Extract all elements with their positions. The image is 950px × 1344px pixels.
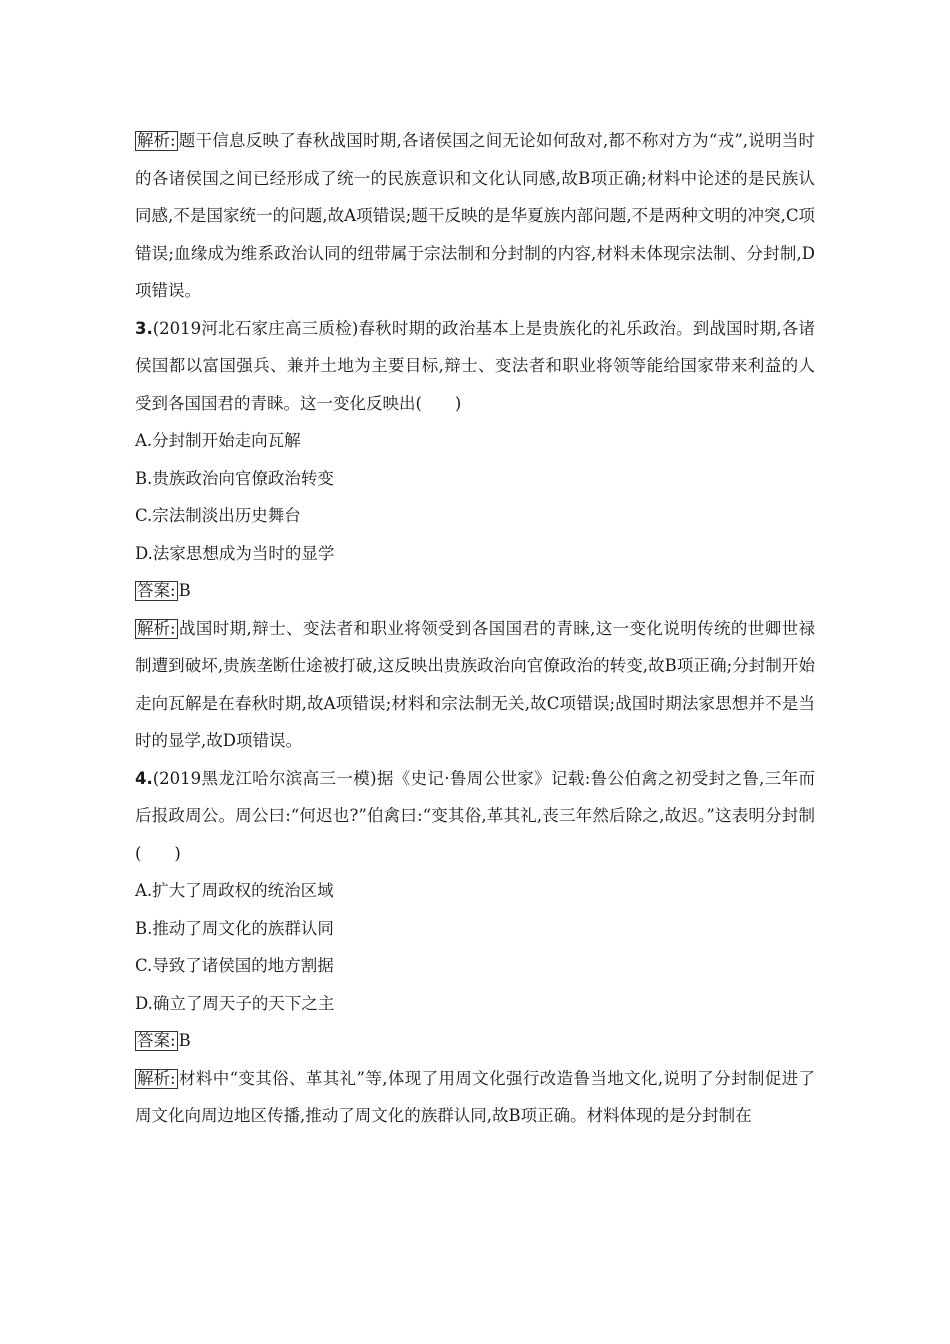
q4-option-a: A.扩大了周政权的统治区域 xyxy=(135,881,334,900)
analysis-label: 解析: xyxy=(137,618,176,638)
q4-analysis-text: 材料中“变其俗、革其礼”等,体现了用周文化强行改造鲁当地文化,说明了分封制促进了周文化向周边地区传播,推动了周文化的族群认同,故B项正确。材料体现的是分封制在 xyxy=(135,1068,815,1125)
q3-analysis-text: 战国时期,辩士、变法者和职业将领受到各国国君的青睐,这一变化说明传统的世卿世禄制遭到破坏,贵族垄断仕途被打破,这反映出贵族政治向官僚政治的转变,故B项正确;分封制开始走向瓦解是在春秋时期,故A项错误;材料和宗法制无关,故C项错误;战国时期法家思想并不是当时的显学,故D项错误。 xyxy=(135,618,815,750)
q2-analysis xyxy=(135,122,815,310)
q4-number: 4. xyxy=(135,768,153,788)
q4-stem xyxy=(135,760,815,873)
q3-number: 3. xyxy=(135,318,153,338)
q3-option-a: A.分封制开始走向瓦解 xyxy=(135,431,301,450)
q4-option-d: D.确立了周天子的天下之主 xyxy=(135,993,335,1013)
q2-analysis-text: 题干信息反映了春秋战国时期,各诸侯国之间无论如何敌对,都不称对方为“戎”,说明当时的各诸侯国之间已经形成了统一的民族意识和文化认同感,故B项正确;材料中论述的是民族认同感,不是国家统一的问题,故A项错误;题干反映的是华夏族内部问题,不是两种文明的冲突,C项错误;血缘成为维系政治认同的纽带属于宗法制和分封制的内容,材料未体现宗法制、分封制,D项错误。 xyxy=(135,131,815,300)
q4-analysis xyxy=(135,1060,815,1135)
q4-answer xyxy=(135,1022,815,1060)
page-content xyxy=(135,122,815,1135)
answer-label: 答案: xyxy=(137,581,176,600)
q3-stem xyxy=(135,310,815,423)
q4-option-b: B.推动了周文化的族群认同 xyxy=(135,918,334,938)
answer-label: 答案: xyxy=(137,1031,176,1050)
q4-stem-text: (2019黑龙江哈尔滨高三一模)据《史记·鲁周公世家》记载:鲁公伯禽之初受封之鲁,三年而后报政周公。周公曰:“何迟也?”伯禽曰:“变其俗,革其礼,丧三年然后除之,故迟。”这表明分封制( ) xyxy=(135,768,815,863)
analysis-label: 解析: xyxy=(137,131,176,150)
q3-option-c: C.宗法制淡出历史舞台 xyxy=(135,506,301,525)
q3-answer xyxy=(135,572,815,610)
analysis-label: 解析: xyxy=(137,1068,176,1088)
q4-option-c: C.导致了诸侯国的地方割据 xyxy=(135,956,334,975)
q3-option-b: B.贵族政治向官僚政治转变 xyxy=(135,468,334,488)
q3-option-d: D.法家思想成为当时的显学 xyxy=(135,543,335,563)
q4-answer-value: B xyxy=(178,1031,191,1050)
q3-answer-value: B xyxy=(178,581,191,600)
q3-stem-text: (2019河北石家庄高三质检)春秋时期的政治基本上是贵族化的礼乐政治。到战国时期,各诸侯国都以富国强兵、兼并土地为主要目标,辩士、变法者和职业将领等能给国家带来利益的人受到各国国君的青睐。这一变化反映出( ) xyxy=(135,318,815,413)
q3-analysis xyxy=(135,610,815,760)
